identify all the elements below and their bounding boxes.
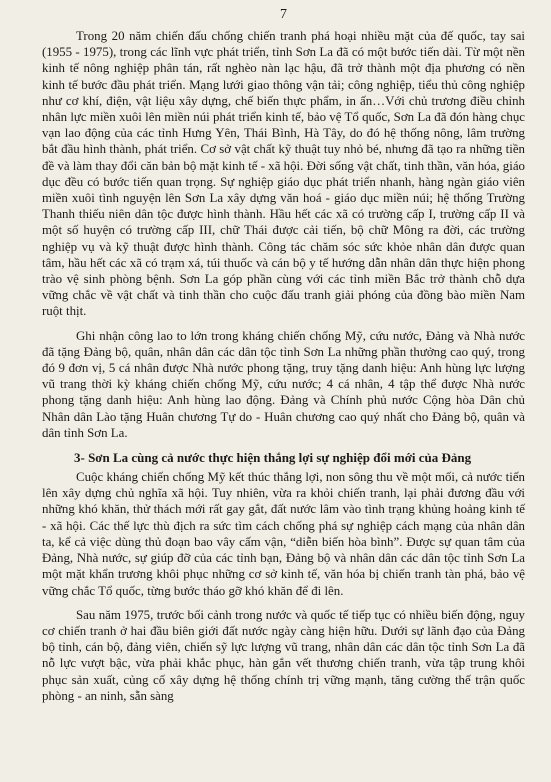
section-heading: 3- Sơn La cùng cả nước thực hiện thắng lợi sự nghiệp đổi mới của Đảng (74, 450, 472, 466)
paragraph-development-1955-1975: Trong 20 năm chiến đấu chống chiến tranh phá hoại nhiều mặt của đế quốc, tay sai (1955 - 1975), trong các lĩnh vực phát triển, tỉnh Sơn La đã có một bước tiến dài. Từ một nền kinh tế nông nghiệp phân tán, rất nghèo nàn lạc hậu, đã trở thành một địa phương có nền kinh tế bước đầu phát triển. Mạng lưới giao thông vận tải; công nghiệp, tiểu thủ công nghiệp như cơ khí, điện, vật liệu xây dựng, chế biến thực phẩm, in ấn…Với chủ trương điều chỉnh nhân lực miền xuôi lên miền núi phát triển kinh tế, bảo vệ Tổ quốc, Sơn La đã đón hàng chục vạn lao động của các tỉnh Hưng Yên, Thái Bình, Hà Tây, do đó hệ thống nông, lâm trường bắt đầu hình thành, phát triển. Cơ sở vật chất kỹ thuật tuy nhỏ bé, nhưng đã tạo ra những tiền đề và làm thay đổi căn bản bộ mặt kinh tế - xã hội. Đời sống vật chất, tinh thần, văn hóa, giáo dục đều có bước tiến quan trọng. Sự nghiệp giáo dục phát triển nhanh, hàng ngàn giáo viên miền xuôi tình nguyện lên Sơn La xây dựng văn hoá - giáo dục miền núi; hệ thống Trường Thanh thiếu niên dân tộc được hình thành. Hầu hết các xã có trường cấp I, trường cấp II và một số huyện có trường cấp III, chữ Thái được cải tiến, bộ chữ Mông ra đời, các trường nghiệp vụ và kỹ thuật được hình thành. Công tác chăm sóc sức khỏe nhân dân được quan tâm, hầu hết các xã có trạm xá, túi thuốc và cán bộ y tế hướng dẫn nhân dân thực hiện phong trào vệ sinh phòng bệnh. Sơn La góp phần cùng với các tỉnh miền Bắc trở thành chỗ dựa vững chắc về vật chất và tinh thần cho cuộc đấu tranh giải phóng của đồng bào miền Nam ruột thịt. (42, 29, 525, 319)
page-number: 7 (280, 7, 287, 22)
paragraph-post-war: Cuộc kháng chiến chống Mỹ kết thúc thắng lợi, non sông thu về một mối, cả nước tiến lên xây dựng chủ nghĩa xã hội. Tuy nhiên, vừa ra khỏi chiến tranh, lại phải đương đầu với những khó khăn, thử thách mới rất gay gắt, đất nước lâm vào tình trạng khủng hoảng kinh tế - xã hội. Các thế lực thù địch ra sức tìm cách chống phá sự nghiệp cách mạng của nhân dân ta, kể cả việc dùng thủ đoạn bao vây cấm vận, “diễn biến hòa bình”. Được sự quan tâm của Đảng, Nhà nước, sự giúp đỡ của các tỉnh bạn, Đảng bộ và nhân dân các dân tộc tỉnh Sơn La một mặt khẩn trương khôi phục những cơ sở kinh tế, văn hóa bị chiến tranh tàn phá, bảo vệ vững chắc Tổ quốc, từng bước tháo gỡ khó khăn để đi lên. (42, 470, 525, 598)
paragraph-gap (42, 320, 525, 328)
paragraph-gap (42, 599, 525, 607)
paragraph-awards: Ghi nhận công lao to lớn trong kháng chiến chống Mỹ, cứu nước, Đảng và Nhà nước đã tặng Đảng bộ, quân, nhân dân các dân tộc tỉnh Sơn La những phần thưởng cao quý, trong đó 9 đơn vị, 5 cá nhân được Nhà nước phong tặng, truy tặng danh hiệu: Anh hùng lực lượng vũ trang thời kỳ kháng chiến chống Mỹ, cứu nước; 4 cá nhân, 4 tập thể được Nhà nước phong tặng danh hiệu: Anh hùng lao động. Đảng và Chính phủ nước Cộng hòa Dân chủ Nhân dân Lào tặng Huân chương Tự do - Huân chương cao quý nhất cho Đảng bộ, quân và dân tỉnh Sơn La. (42, 328, 525, 440)
paragraph-gap (42, 441, 525, 449)
paragraph-after-1975: Sau năm 1975, trước bối cảnh trong nước và quốc tế tiếp tục có nhiều biến động, nguy cơ chiến tranh ở hai đầu biên giới đất nước ngày càng hiện hữu. Dưới sự lãnh đạo của Đảng bộ tỉnh, cán bộ, đảng viên, chiến sỹ lực lượng vũ trang, nhân dân các dân tộc tỉnh Sơn La đã nỗ lực vượt bậc, vừa phải khắc phục, hàn gắn vết thương chiến tranh, vừa tập trung khôi phục sản xuất, củng cố xây dựng hệ thống chính trị vững mạnh, tăng cường thế trận quốc phòng - an ninh, sẵn sàng (42, 607, 525, 703)
